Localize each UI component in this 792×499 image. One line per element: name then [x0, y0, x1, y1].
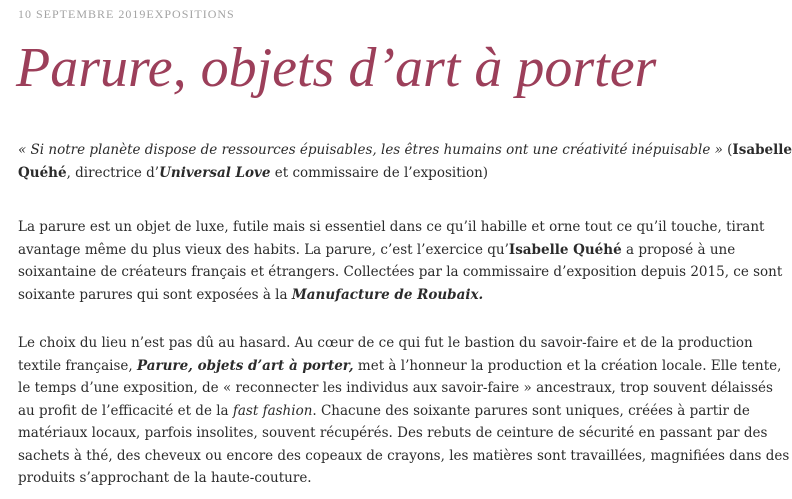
post-date: 10 SEPTEMBRE 2019 [18, 7, 147, 21]
text-run: . Chacune des soixante parures sont uniques, créées à partir de [312, 402, 750, 419]
fast-fashion-term: fast fashion [232, 402, 313, 419]
text-line: sachets à thé, des cheveux ou encore des copeaux de crayons, les matières sont travaillées, magnifiées dans des [18, 447, 790, 464]
curator-name: Isabelle Quéhé [508, 241, 622, 258]
text-line [18, 400, 763, 423]
intro-paragraph [18, 139, 792, 184]
exhibition-title: Parure, objets d’art à porter, [137, 357, 354, 374]
text-line: produits s’approchant de la haute-couture. [18, 470, 312, 486]
text-line: matériaux locaux, parfois insolites, souvent récupérés. Des rebuts de ceinture de sécurité en passant par des [18, 425, 768, 441]
post-category-link[interactable]: EXPOSITIONS [146, 7, 235, 21]
paragraph-lieu [18, 332, 790, 490]
intro-role: , directrice d’ [66, 164, 160, 181]
text-run: textile française, [18, 357, 137, 374]
paragraph-parure [18, 216, 783, 306]
text-line [18, 355, 782, 378]
text-line [18, 239, 763, 262]
intro-rest: et commissaire de l’exposition) [270, 164, 489, 181]
venue-name: Manufacture de Roubaix. [291, 286, 484, 303]
text-run: met à l’honneur la production et la création locale. Elle tente, [353, 357, 782, 374]
intro-open-paren: ( [722, 142, 733, 158]
post-meta [18, 7, 235, 22]
text-run: soixante parures qui sont exposées à la [18, 286, 292, 303]
intro-name-last: Quéhé [18, 164, 67, 181]
intro-quote: « Si notre planète dispose de ressources épuisables, les êtres humains ont une créativité inépuisable » [18, 142, 723, 158]
intro-line-1 [18, 139, 792, 162]
text-line: soixantaine de créateurs français et étrangers. Collectées par la commissaire d’exposition depuis 2015, ce sont [18, 264, 783, 280]
text-line: le temps d’une exposition, de « reconnecter les individus aux savoir-faire » ancestraux, trop souvent délaissés [18, 380, 773, 396]
article-title: Parure, objets d’art à porter [16, 37, 657, 99]
text-line: Le choix du lieu n’est pas dû au hasard. Au cœur de ce qui fut le bastion du savoir-faire et de la production [18, 335, 753, 351]
intro-org: Universal Love [159, 164, 271, 181]
text-line: La parure est un objet de luxe, futile mais si essentiel dans ce qu’il habille et orne tout ce qu’il touche, tirant [18, 219, 765, 235]
intro-line-2 [18, 162, 763, 185]
text-run: au profit de l’efficacité et de la [18, 402, 233, 419]
text-run: a proposé à une [621, 241, 736, 258]
intro-name-first: Isabelle [732, 142, 792, 158]
text-line [18, 284, 763, 307]
text-run: avantage même du plus vieux des habits. La parure, c’est l’exercice qu’ [18, 241, 509, 258]
